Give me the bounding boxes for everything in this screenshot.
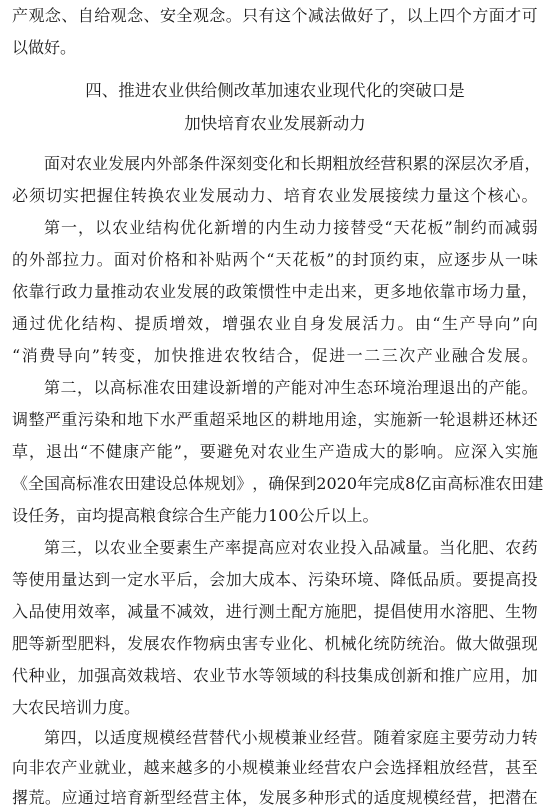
text-line: 撂 荒 。 应 通 过 培 育 新 型 经 营 主 体 ， 发 展 多 种 形 式 的 适 度 规 模 经 营 ， 把 潜 在: [12, 788, 538, 807]
text-line: 第 二 ， 以 高 标 准 农 田 建 设 新 增 的 产 能 对 冲 生 态 环 境 治 理 退 出 的 产 能 。: [44, 378, 538, 397]
text-line: 必 须 切 实 把 握 住 转 换 农 业 发 展 动 力 、 培 育 农 业 发 展 接 续 力 量 这 个 核 心 。: [12, 186, 538, 205]
text-line: 肥 等 新 型 肥 料 ， 发 展 农 作 物 病 虫 害 专 业 化 、 机 械 化 统 防 统 治 。 做 大 做 强 现: [12, 634, 538, 653]
text-line: 向 非 农 产 业 就 业 ， 越 来 越 多 的 小 规 模 兼 业 经 营 农 户 会 选 择 粗 放 经 营 ， 甚 至: [12, 758, 538, 777]
section-heading: 四、推进农业供给侧改革加速农业现代化的突破口是: [85, 81, 465, 100]
text-line: 入 品 使 用 效 率 ， 减 量 不 减 效 ， 进 行 测 土 配 方 施 肥 ， 提 倡 使 用 水 溶 肥 、 生 物: [12, 602, 538, 621]
text-line: 调 整 严 重 污 染 和 地 下 水 严 重 超 采 地 区 的 耕 地 用 途 ， 实 施 新 一 轮 退 耕 还 林 还: [12, 410, 538, 429]
text-line: 等 使 用 量 达 到 一 定 水 平 后 ， 会 加 大 成 本 、 污 染 环 境 、 降 低 品 质 。 要 提 高 投: [12, 570, 538, 589]
text-line: 《 全 国 高 标 准 农 田 建 设 总 体 规 划 》 ， 确 保 到 2020 年 完 成 8 亿 亩 高 标 准 农 田 建: [12, 474, 544, 493]
text-line: 代 种 业 ， 加 强 高 效 栽 培 、 农 业 节 水 等 领 域 的 科 技 集 成 创 新 和 推 广 应 用 ， 加: [12, 666, 538, 685]
text-line: 依 靠 行 政 力 量 推 动 农 业 发 展 的 政 策 惯 性 中 走 出 来 ， 更 多 地 依 靠 市 场 力 量 ，: [12, 282, 538, 301]
text-line: 面 对 农 业 发 展 内 外 部 条 件 深 刻 变 化 和 长 期 粗 放 经 营 积 累 的 深 层 次 矛 盾 ，: [44, 154, 541, 173]
section-heading: 加快培育农业发展新动力: [184, 114, 366, 133]
text-line: 通 过 优 化 结 构 、 提 质 增 效 ， 增 强 农 业 自 身 发 展 活 力 。 由 “ 生 产 导 向 ” 向: [12, 314, 538, 333]
text-line: 第 一 ， 以 农 业 结 构 优 化 新 增 的 内 生 动 力 接 替 受 “ 天 花 板 ” 制 约 而 减 弱: [44, 218, 538, 237]
text-line: 第 三 ， 以 农 业 全 要 素 生 产 率 提 高 应 对 农 业 投 入 品 减 量 。 当 化 肥 、 农 药: [44, 538, 538, 557]
text-line: “ 消 费 导 向 ” 转 变 ， 加 快 推 进 农 牧 结 合 ， 促 进 一 二 三 次 产 业 融 合 发 展 。: [12, 346, 538, 365]
text-line: 大农民培训力度。: [12, 698, 141, 717]
text-line: 第 四 ， 以 适 度 规 模 经 营 替 代 小 规 模 兼 业 经 营 。 随 着 家 庭 主 要 劳 动 力 转: [44, 728, 538, 747]
text-line: 以做好。: [12, 38, 77, 57]
text-line: 草 ， 退 出 “ 不 健 康 产 能 ” ， 要 避 免 对 农 业 生 产 造 成 大 的 影 响 。 应 深 入 实 施: [12, 442, 538, 461]
text-line: 产 观 念 、 自 给 观 念 、 安 全 观 念 。 只 有 这 个 减 法 做 好 了 ， 以 上 四 个 方 面 才 可: [12, 6, 538, 25]
text-line: 设任务，亩均提高粮食综合生产能力100公斤以上。: [12, 506, 379, 525]
text-line: 的 外 部 拉 力 。 面 对 价 格 和 补 贴 两 个 “ 天 花 板 ” 的 封 顶 约 束 ， 应 逐 步 从 一 味: [12, 250, 538, 269]
